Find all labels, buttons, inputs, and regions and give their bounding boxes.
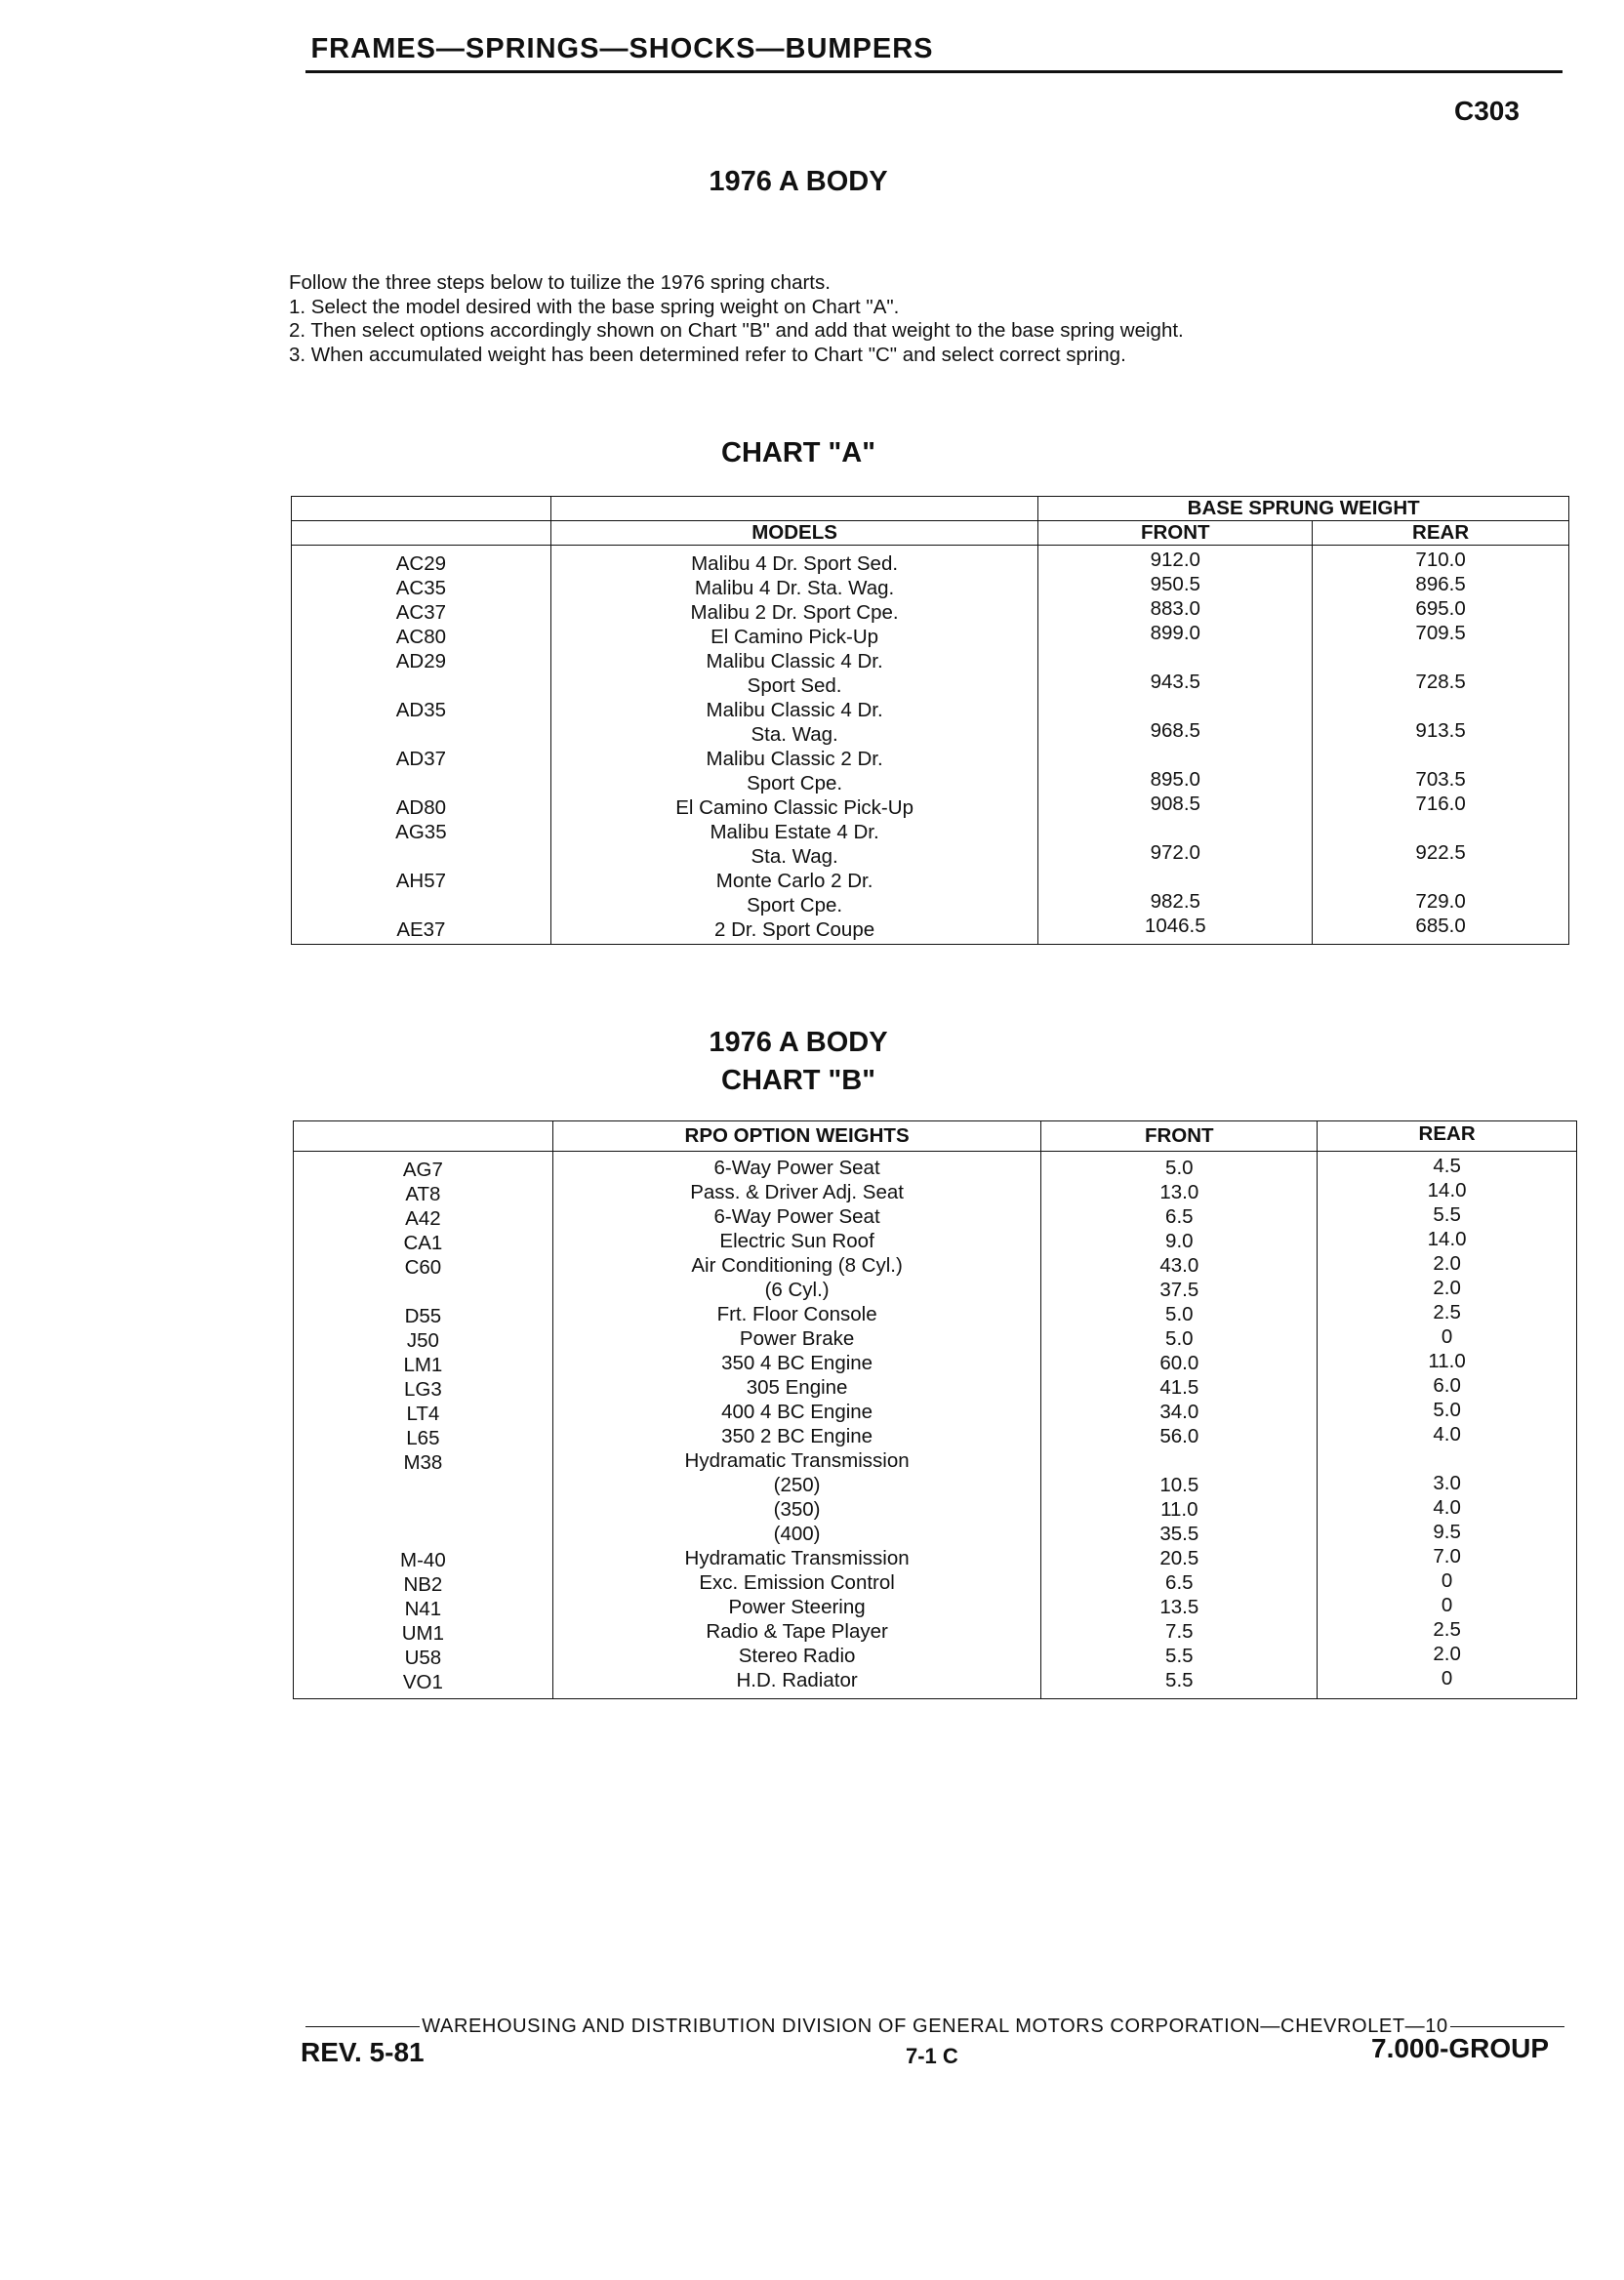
instruction-step-2: 2. Then select options accordingly shown on Chart "B" and add that weight to the base spring weight. <box>289 319 1184 342</box>
revision-label: REV. 5-81 <box>301 2037 425 2067</box>
instruction-step-3: 3. When accumulated weight has been determined refer to Chart "C" and select correct spring. <box>289 343 1126 366</box>
group-number: 7.000-GROUP <box>1371 2033 1550 2063</box>
front-header: FRONT <box>1038 521 1313 546</box>
rear-header: REAR <box>1318 1121 1577 1152</box>
instruction-step-1: 1. Select the model desired with the base spring weight on Chart "A". <box>289 295 900 318</box>
chart-b-codes: AG7 AT8 A42 CA1 C60 D55 J50 LM1 LG3 LT4 L65 M38 M-40 NB2 N41 UM1 U58 VO1 <box>294 1152 553 1699</box>
chart-a-models: Malibu 4 Dr. Sport Sed. Malibu 4 Dr. Sta. Wag. Malibu 2 Dr. Sport Cpe. El Camino Pick-Up Malibu Classic 4 Dr. Sport Sed. Malibu Classic 4 Dr. Sta. Wag. Malibu Classic 2 Dr. Sport Cpe. El Camino Classic Pick-Up Malibu Estate 4 Dr. Sta. Wag. Monte Carlo 2 Dr. Sport Cpe. 2 Dr. Sport Coupe <box>550 546 1038 945</box>
chart-a-table <box>291 496 1569 945</box>
rear-header: REAR <box>1313 521 1569 546</box>
chart-a-title: CHART "A" <box>721 437 875 468</box>
page-reference: 7-1 C <box>906 2044 958 2068</box>
chart-a-rear: 710.0 896.5 695.0 709.5 728.5 913.5 703.5 716.0 922.5 729.0 685.0 <box>1313 546 1569 945</box>
header-rule <box>305 70 1563 73</box>
section-heading-2: 1976 A BODY <box>709 1027 888 1058</box>
instructions-lead: Follow the three steps below to tuilize the 1976 spring charts. <box>289 271 831 294</box>
running-header-title: FRAMES—SPRINGS—SHOCKS—BUMPERS <box>310 33 934 64</box>
chart-b-options: 6-Way Power Seat Pass. & Driver Adj. Seat 6-Way Power Seat Electric Sun Roof Air Conditioning (8 Cyl.) (6 Cyl.) Frt. Floor Console Power Brake 350 4 BC Engine 305 Engine 400 4 BC Engine 350 2 BC Engine Hydramatic Transmission (250) (350) (400) Hydramatic Transmission Exc. Emission Control Power Steering Radio & Tape Player Stereo Radio H.D. Radiator <box>552 1152 1041 1699</box>
front-header: FRONT <box>1041 1121 1318 1152</box>
chart-b-table <box>293 1120 1577 1699</box>
base-sprung-weight-header: BASE SPRUNG WEIGHT <box>1038 497 1569 521</box>
section-heading: 1976 A BODY <box>709 166 888 197</box>
page-code: C303 <box>1454 96 1520 126</box>
chart-a-codes: AC29 AC35 AC37 AC80 AD29 AD35 AD37 AD80 AG35 AH57 AE37 <box>292 546 551 945</box>
chart-b-title: CHART "B" <box>721 1065 875 1096</box>
chart-a-front: 912.0 950.5 883.0 899.0 943.5 968.5 895.0 908.5 972.0 982.5 1046.5 <box>1038 546 1313 945</box>
chart-b-rear: 4.5 14.0 5.5 14.0 2.0 2.0 2.5 0 11.0 6.0 5.0 4.0 3.0 4.0 9.5 7.0 0 0 2.5 2.0 0 <box>1318 1152 1577 1699</box>
instructions <box>289 271 1184 367</box>
rpo-option-weights-header: RPO OPTION WEIGHTS <box>552 1121 1041 1152</box>
models-header: MODELS <box>550 521 1038 546</box>
chart-b-front: 5.0 13.0 6.5 9.0 43.0 37.5 5.0 5.0 60.0 41.5 34.0 56.0 10.5 11.0 35.5 20.5 6.5 13.5 7.5 5.5 5.5 <box>1041 1152 1318 1699</box>
footer-organization: WAREHOUSING AND DISTRIBUTION DIVISION OF GENERAL MOTORS CORPORATION—CHEVROLET—10 <box>422 2015 1448 2037</box>
